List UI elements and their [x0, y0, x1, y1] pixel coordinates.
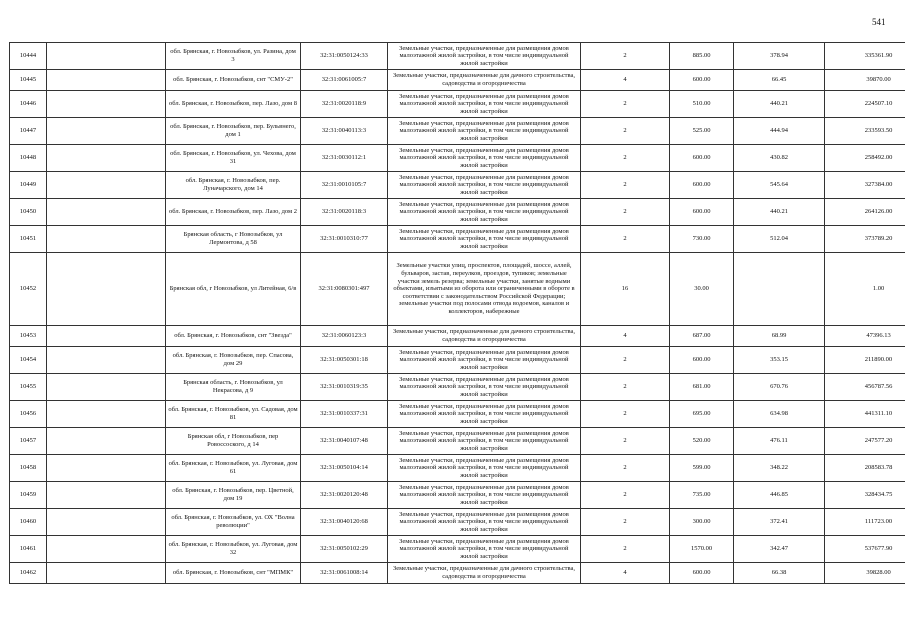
unit-value-cell: 68.99	[734, 326, 825, 347]
empty-cell	[47, 253, 166, 326]
cadastral-number-cell: 32:31:0020120:48	[301, 482, 388, 509]
address-cell: обл. Брянская, г. Новозыбков, пер. Лазо, дом 2	[166, 199, 301, 226]
table-row	[10, 347, 905, 374]
unit-value-cell: 66.38	[734, 563, 825, 584]
unit-value-cell	[734, 253, 825, 326]
cadastral-number-cell: 32:31:0020118:9	[301, 91, 388, 118]
empty-cell	[47, 226, 166, 253]
row-number-cell: 10447	[10, 118, 47, 145]
cadastral-number-cell: 32:31:0061005:7	[301, 70, 388, 91]
empty-cell	[47, 70, 166, 91]
land-use-cell: Земельные участки, предназначенные для размещения домов малоэтажной жилой застройки, в том числе индивидуальной жилой застройки	[388, 401, 581, 428]
unit-value-cell: 670.76	[734, 374, 825, 401]
land-use-cell: Земельные участки, предназначенные для размещения домов малоэтажной жилой застройки, в том числе индивидуальной жилой застройки	[388, 172, 581, 199]
cadastral-value-cell: 39828.00	[825, 563, 905, 584]
cadastral-value-table	[9, 42, 905, 584]
empty-cell	[47, 401, 166, 428]
cadastral-number-cell: 32:31:0061008:14	[301, 563, 388, 584]
cadastral-number-cell: 32:31:0050124:33	[301, 43, 388, 70]
unit-value-cell: 430.82	[734, 145, 825, 172]
row-number-cell: 10450	[10, 199, 47, 226]
address-cell: обл. Брянская, г. Новозыбков, пер. Луначарского, дом 14	[166, 172, 301, 199]
unit-value-cell: 446.85	[734, 482, 825, 509]
row-number-cell: 10456	[10, 401, 47, 428]
land-use-cell: Земельные участки, предназначенные для размещения домов малоэтажной жилой застройки, в том числе индивидуальной жилой застройки	[388, 428, 581, 455]
cadastral-value-cell: 233593.50	[825, 118, 905, 145]
area-cell: 600.00	[670, 347, 734, 374]
land-use-cell: Земельные участки, предназначенные для размещения домов малоэтажной жилой застройки, в том числе индивидуальной жилой застройки	[388, 43, 581, 70]
unit-value-cell: 440.21	[734, 199, 825, 226]
area-cell: 695.00	[670, 401, 734, 428]
empty-cell	[47, 347, 166, 374]
cadastral-number-cell: 32:31:0040120:68	[301, 509, 388, 536]
row-number-cell: 10446	[10, 91, 47, 118]
row-number-cell: 10455	[10, 374, 47, 401]
area-cell: 600.00	[670, 172, 734, 199]
category-cell: 2	[581, 226, 670, 253]
unit-value-cell: 66.45	[734, 70, 825, 91]
area-cell: 525.00	[670, 118, 734, 145]
unit-value-cell: 444.94	[734, 118, 825, 145]
cadastral-value-cell: 247577.20	[825, 428, 905, 455]
category-cell: 2	[581, 455, 670, 482]
table-row	[10, 70, 905, 91]
row-number-cell: 10457	[10, 428, 47, 455]
table-row	[10, 253, 905, 326]
unit-value-cell: 372.41	[734, 509, 825, 536]
cadastral-value-cell: 456787.56	[825, 374, 905, 401]
row-number-cell: 10458	[10, 455, 47, 482]
cadastral-value-cell: 441311.10	[825, 401, 905, 428]
category-cell: 4	[581, 70, 670, 91]
unit-value-cell: 378.94	[734, 43, 825, 70]
unit-value-cell: 545.64	[734, 172, 825, 199]
cadastral-value-cell: 258492.00	[825, 145, 905, 172]
cadastral-value-cell: 335361.90	[825, 43, 905, 70]
land-use-cell: Земельные участки, предназначенные для дачного строительства, садоводства и огородничества	[388, 70, 581, 91]
table-row	[10, 401, 905, 428]
cadastral-value-cell: 327384.00	[825, 172, 905, 199]
category-cell: 4	[581, 326, 670, 347]
cadastral-value-cell: 537677.90	[825, 536, 905, 563]
address-cell: обл. Брянская, г. Новозыбков, снт "СМУ-2"	[166, 70, 301, 91]
table-row	[10, 509, 905, 536]
address-cell: обл. Брянская, г. Новозыбков, снт "МПМК"	[166, 563, 301, 584]
table-row	[10, 226, 905, 253]
area-cell: 1570.00	[670, 536, 734, 563]
cadastral-value-cell: 328434.75	[825, 482, 905, 509]
table-body	[10, 43, 905, 584]
address-cell: обл. Брянская, г. Новозыбков, ул. Чехова, дом 31	[166, 145, 301, 172]
cadastral-value-cell: 373789.20	[825, 226, 905, 253]
cadastral-number-cell: 32:31:0050301:18	[301, 347, 388, 374]
cadastral-number-cell: 32:31:0050102:29	[301, 536, 388, 563]
empty-cell	[47, 91, 166, 118]
table-row	[10, 455, 905, 482]
area-cell: 600.00	[670, 199, 734, 226]
cadastral-number-cell: 32:31:0060123:3	[301, 326, 388, 347]
table-row	[10, 374, 905, 401]
unit-value-cell: 348.22	[734, 455, 825, 482]
empty-cell	[47, 172, 166, 199]
empty-cell	[47, 43, 166, 70]
area-cell: 730.00	[670, 226, 734, 253]
land-use-cell: Земельные участки, предназначенные для размещения домов малоэтажной жилой застройки, в том числе индивидуальной жилой застройки	[388, 118, 581, 145]
row-number-cell: 10461	[10, 536, 47, 563]
category-cell: 2	[581, 428, 670, 455]
empty-cell	[47, 563, 166, 584]
address-cell: обл. Брянская, г. Новозыбков, пер. Бульвнего, дом 1	[166, 118, 301, 145]
category-cell: 2	[581, 91, 670, 118]
address-cell: обл. Брянская, г. Новозыбков, пер. Лазо, дом 8	[166, 91, 301, 118]
cadastral-number-cell: 32:31:0010310:77	[301, 226, 388, 253]
row-number-cell: 10454	[10, 347, 47, 374]
table-row	[10, 428, 905, 455]
table-row	[10, 118, 905, 145]
unit-value-cell: 634.98	[734, 401, 825, 428]
category-cell: 2	[581, 145, 670, 172]
row-number-cell: 10462	[10, 563, 47, 584]
area-cell: 681.00	[670, 374, 734, 401]
category-cell: 2	[581, 401, 670, 428]
land-use-cell: Земельные участки, предназначенные для размещения домов малоэтажной жилой застройки, в том числе индивидуальной жилой застройки	[388, 226, 581, 253]
area-cell: 30.00	[670, 253, 734, 326]
empty-cell	[47, 428, 166, 455]
table-row	[10, 199, 905, 226]
category-cell: 2	[581, 43, 670, 70]
address-cell: Брянская обл, г Новозыбков, пер Ровоссоского, д 14	[166, 428, 301, 455]
cadastral-value-cell: 211890.00	[825, 347, 905, 374]
address-cell: обл. Брянская, г. Новозыбков, ул. Луговая, дом 32	[166, 536, 301, 563]
cadastral-value-cell: 224507.10	[825, 91, 905, 118]
category-cell: 2	[581, 172, 670, 199]
land-use-cell: Земельные участки, предназначенные для размещения домов малоэтажной жилой застройки, в том числе индивидуальной жилой застройки	[388, 455, 581, 482]
row-number-cell: 10460	[10, 509, 47, 536]
empty-cell	[47, 118, 166, 145]
empty-cell	[47, 536, 166, 563]
area-cell: 687.00	[670, 326, 734, 347]
area-cell: 599.00	[670, 455, 734, 482]
address-cell: Брянская обл, г Новозыбков, ул Литейная, 6/в	[166, 253, 301, 326]
empty-cell	[47, 145, 166, 172]
land-use-cell: Земельные участки, предназначенные для размещения домов малоэтажной жилой застройки, в том числе индивидуальной жилой застройки	[388, 145, 581, 172]
row-number-cell: 10451	[10, 226, 47, 253]
category-cell: 2	[581, 536, 670, 563]
row-number-cell: 10448	[10, 145, 47, 172]
land-use-cell: Земельные участки, предназначенные для размещения домов малоэтажной жилой застройки, в том числе индивидуальной жилой застройки	[388, 374, 581, 401]
empty-cell	[47, 509, 166, 536]
cadastral-number-cell: 32:31:0050104:14	[301, 455, 388, 482]
cadastral-number-cell: 32:31:0040113:3	[301, 118, 388, 145]
land-use-cell: Земельные участки, предназначенные для размещения домов малоэтажной жилой застройки, в том числе индивидуальной жилой застройки	[388, 509, 581, 536]
page-number: 541	[872, 17, 886, 27]
area-cell: 600.00	[670, 145, 734, 172]
cadastral-number-cell: 32:31:0040107:48	[301, 428, 388, 455]
cadastral-value-cell: 208583.78	[825, 455, 905, 482]
land-use-cell: Земельные участки, предназначенные для дачного строительства, садоводства и огородничества	[388, 563, 581, 584]
table-row	[10, 536, 905, 563]
area-cell: 735.00	[670, 482, 734, 509]
land-use-cell: Земельные участки, предназначенные для размещения домов малоэтажной жилой застройки, в том числе индивидуальной жилой застройки	[388, 347, 581, 374]
table-row	[10, 482, 905, 509]
row-number-cell: 10453	[10, 326, 47, 347]
area-cell: 885.00	[670, 43, 734, 70]
cadastral-number-cell: 32:31:0010337:31	[301, 401, 388, 428]
table-row	[10, 326, 905, 347]
row-number-cell: 10449	[10, 172, 47, 199]
land-use-cell: Земельные участки, предназначенные для размещения домов малоэтажной жилой застройки, в том числе индивидуальной жилой застройки	[388, 199, 581, 226]
cadastral-number-cell: 32:31:0010319:35	[301, 374, 388, 401]
address-cell: обл. Брянская, г. Новозыбков, пер. Спасова, дом 29	[166, 347, 301, 374]
row-number-cell: 10445	[10, 70, 47, 91]
category-cell: 2	[581, 347, 670, 374]
cadastral-number-cell: 32:31:0080301:497	[301, 253, 388, 326]
cadastral-number-cell: 32:31:0020118:3	[301, 199, 388, 226]
row-number-cell: 10444	[10, 43, 47, 70]
address-cell: обл. Брянская, г. Новозыбков, ул. Садовая, дом 81	[166, 401, 301, 428]
empty-cell	[47, 199, 166, 226]
unit-value-cell: 512.04	[734, 226, 825, 253]
empty-cell	[47, 374, 166, 401]
address-cell: обл. Брянская, г. Новозыбков, ул. Разина, дом 3	[166, 43, 301, 70]
cadastral-value-cell: 39870.00	[825, 70, 905, 91]
unit-value-cell: 353.15	[734, 347, 825, 374]
category-cell: 2	[581, 482, 670, 509]
area-cell: 600.00	[670, 70, 734, 91]
category-cell: 2	[581, 509, 670, 536]
address-cell: обл. Брянская, г. Новозыбков, пер. Цветной, дом 19	[166, 482, 301, 509]
cadastral-value-cell: 264126.00	[825, 199, 905, 226]
address-cell: обл. Брянская, г. Новозыбков, ул. Луговая, дом 61	[166, 455, 301, 482]
category-cell: 4	[581, 563, 670, 584]
address-cell: Брянская область, г Новозыбков, ул Лермонтова, д 58	[166, 226, 301, 253]
table-row	[10, 563, 905, 584]
area-cell: 600.00	[670, 563, 734, 584]
cadastral-number-cell: 32:31:0030112:1	[301, 145, 388, 172]
area-cell: 300.00	[670, 509, 734, 536]
area-cell: 510.00	[670, 91, 734, 118]
land-use-cell: Земельные участки улиц, проспектов, площадей, шоссе, аллей, бульваров, застав, переулков, проездов, тупиков; земельные участки земель резерва; земельные участки, занятые водными объектами, изъятыми из оборота или ограниченными в обороте в соответствии с законодательством Российской Федерации; земельные участки под полосами отвода водоемов, каналов и коллекторов, набережные	[388, 253, 581, 326]
table-row	[10, 43, 905, 70]
category-cell: 2	[581, 118, 670, 145]
empty-cell	[47, 482, 166, 509]
table-row	[10, 172, 905, 199]
row-number-cell: 10459	[10, 482, 47, 509]
unit-value-cell: 440.21	[734, 91, 825, 118]
land-use-cell: Земельные участки, предназначенные для размещения домов малоэтажной жилой застройки, в том числе индивидуальной жилой застройки	[388, 482, 581, 509]
cadastral-value-cell: 1.00	[825, 253, 905, 326]
category-cell: 2	[581, 199, 670, 226]
cadastral-value-cell: 111723.00	[825, 509, 905, 536]
row-number-cell: 10452	[10, 253, 47, 326]
land-use-cell: Земельные участки, предназначенные для размещения домов малоэтажной жилой застройки, в том числе индивидуальной жилой застройки	[388, 91, 581, 118]
table-row	[10, 91, 905, 118]
cadastral-value-cell: 47396.13	[825, 326, 905, 347]
land-use-cell: Земельные участки, предназначенные для дачного строительства, садоводства и огородничества	[388, 326, 581, 347]
land-use-cell: Земельные участки, предназначенные для размещения домов малоэтажной жилой застройки, в том числе индивидуальной жилой застройки	[388, 536, 581, 563]
area-cell: 520.00	[670, 428, 734, 455]
empty-cell	[47, 455, 166, 482]
category-cell: 2	[581, 374, 670, 401]
cadastral-number-cell: 32:31:0010105:7	[301, 172, 388, 199]
empty-cell	[47, 326, 166, 347]
address-cell: обл. Брянская, г. Новозыбков, ул. ОХ "Волна революции"	[166, 509, 301, 536]
address-cell: обл. Брянская, г. Новозыбков, снт "Звезда"	[166, 326, 301, 347]
address-cell: Брянская область, г. Новозыбков, ул Некрасова, д 9	[166, 374, 301, 401]
unit-value-cell: 476.11	[734, 428, 825, 455]
category-cell: 16	[581, 253, 670, 326]
table-row	[10, 145, 905, 172]
unit-value-cell: 342.47	[734, 536, 825, 563]
